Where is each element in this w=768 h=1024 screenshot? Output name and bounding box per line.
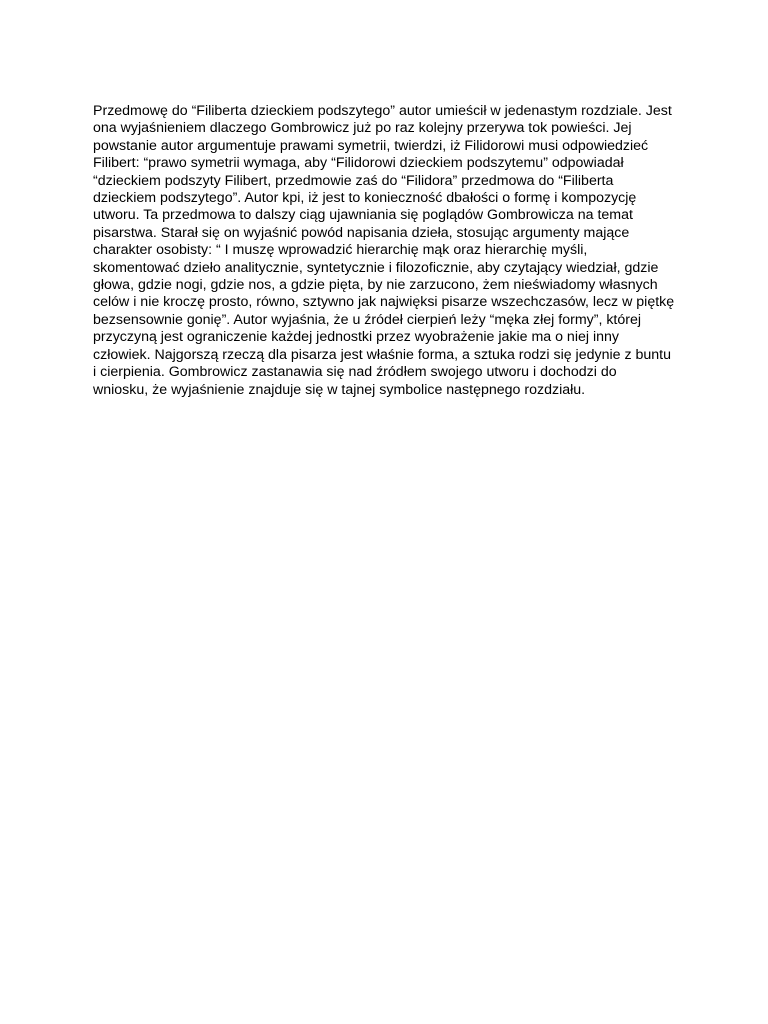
paragraph-line: Przedmowę do “Filiberta dzieckiem podszytego” autor umieścił w jedenastym rozdziale. Jest (93, 103, 672, 119)
paragraph-line: przyczyną jest ograniczenie każdej jednostki przez wyobrażenie jakie ma o niej inny (93, 329, 619, 346)
paragraph-line: celów i nie kroczę prosto, równo, sztywno jak najwięksi pisarze wszechczasów, lecz w piętkę (93, 294, 675, 311)
paragraph-line: głowa, gdzie nogi, gdzie nos, a gdzie pięta, by nie zarzucono, żem nieświadomy własnych (93, 277, 658, 294)
paragraph-line: skomentować dzieło analitycznie, syntetycznie i filozoficznie, aby czytający wiedział, gdzie (93, 259, 659, 276)
paragraph-line: pisarstwa. Starał się on wyjaśnić powód napisania dzieła, stosując argumenty mające (93, 224, 630, 241)
paragraph-line: bezsensownie gonię”. Autor wyjaśnia, że u źródeł cierpień leży “męka złej formy”, której (93, 311, 642, 328)
paragraph-line: Filibert: “prawo symetrii wymaga, aby “Filidorowi dzieckiem podszytemu” odpowiadał (93, 155, 624, 172)
body-paragraph (93, 103, 693, 399)
paragraph-line: ona wyjaśnieniem dlaczego Gombrowicz już po raz kolejny przerywa tok powieści. Jej (93, 120, 632, 137)
paragraph-line: “dzieckiem podszyty Filibert, przedmowie zaś do “Filidora” przedmowa do “Filiberta (93, 172, 614, 189)
paragraph-line: dzieckiem podszytego”. Autor kpi, iż jest to konieczność dbałości o formę i kompozycję (93, 190, 637, 207)
paragraph-line: i cierpienia. Gombrowicz zastanawia się nad źródłem swojego utworu i dochodzi do (93, 364, 617, 381)
paragraph-line: utworu. Ta przedmowa to dalszy ciąg ujawniania się poglądów Gombrowicza na temat (93, 207, 633, 224)
paragraph-line: powstanie autor argumentuje prawami symetrii, twierdzi, iż Filidorowi musi odpowiedzieć (93, 137, 649, 154)
paragraph-line: charakter osobisty: “ I muszę wprowadzić hierarchię mąk oraz hierarchię myśli, (93, 242, 588, 259)
paragraph-line: człowiek. Najgorszą rzeczą dla pisarza jest właśnie forma, a sztuka rodzi się jedynie z buntu (93, 346, 672, 363)
paragraph-line: wniosku, że wyjaśnienie znajduje się w tajnej symbolice następnego rozdziału. (93, 381, 586, 398)
